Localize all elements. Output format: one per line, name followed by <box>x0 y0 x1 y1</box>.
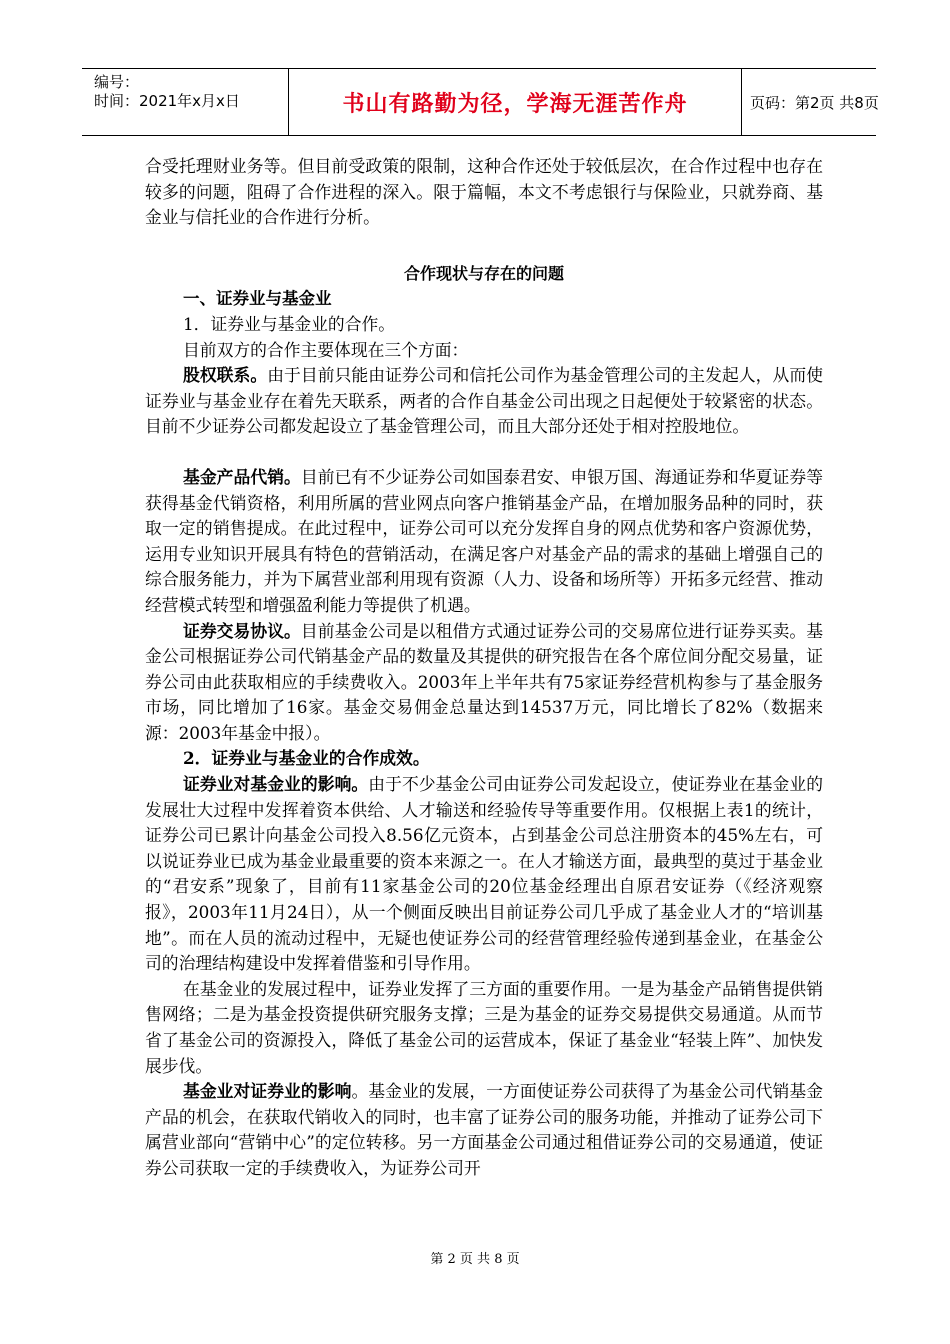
number-label: 编号： <box>94 73 140 91</box>
lead-sales: 基金产品代销。 <box>183 466 301 487</box>
text-impact-fund: 。基金业的发展，一方面使证券公司获得了为基金公司代销基金产品的机会，在获取代销收入的同时，也丰富了证券公司的服务功能，并推动了证券公司下属营业部向“营销中心”的定位转移。另一方面基金公司通过租借证券公司的交易通道，使证券公司获取一定的手续费收入，为证券公司开 <box>145 1081 823 1178</box>
text-equity: 由于目前只能由证券公司和信托公司作为基金管理公司的主发起人，从而使证券业与基金业存在着先天联系，两者的合作自基金公司出现之日起便处于较紧密的状态。目前不少证券公司都发起设立了基金管理公司，而且大部分还处于相对控股地位。 <box>145 365 823 437</box>
paragraph-three-aspects: 目前双方的合作主要体现在三个方面： <box>183 339 469 360</box>
time-label: 时间：2021年x月x日 <box>94 92 240 110</box>
lead-impact-fund: 基金业对证券业的影响 <box>183 1081 352 1102</box>
text-impact-securities: 由于不少基金公司由证券公司发起设立，使证券业在基金业的发展壮大过程中发挥着资本供给、人才输送和经验传导等重要作用。仅根据上表1的统计，证券公司已累计向基金公司投入8.56亿元资本，占到基金公司总注册资本的45%左右，可以说证券业已成为基金业最重要的资本来源之一。在人才输送方面，最典型的莫过于基金业的“君安系”现象了，目前有11家基金公司的20位基金经理出自原君安证券（《经济观察报》，2003年11月24日），从一个侧面反映出目前证券公司几乎成了基金业人才的“培训基地”。而在人员的流动过程中，无疑也使证券公司的经营管理经验传递到基金业，在基金公司的治理结构建设中发挥着借鉴和引导作用。 <box>145 774 823 974</box>
subheading-cooperation: 1．证券业与基金业的合作。 <box>183 313 396 334</box>
text-sales: 目前已有不少证券公司如国泰君安、申银万国、海通证券和华夏证券等获得基金代销资格，利用所属的营业网点向客户推销基金产品，在增加服务品种的同时，获取一定的销售提成。在此过程中，证券公司可以充分发挥自身的网点优势和客户资源优势，运用专业知识开展具有特色的营销活动，在满足客户对基金产品的需求的基础上增强自己的综合服务能力，并为下属营业部利用现有资源（人力、设备和场所等）开拓多元经营、推动经营模式转型和增强盈利能力等提供了机遇。 <box>145 466 823 615</box>
paragraph-sales <box>145 465 823 619</box>
page-header <box>82 68 879 136</box>
heading-securities-fund: 一、证券业与基金业 <box>183 289 332 309</box>
lead-impact-securities: 证券业对基金业的影响。 <box>183 774 369 795</box>
header-motto: 书山有路勤为径，学海无涯苦作舟 <box>288 69 742 135</box>
document-body <box>145 154 823 1182</box>
text-trade: 目前基金公司是以租借方式通过证券公司的交易席位进行证券买卖。基金公司根据证券公司代销基金产品的数量及其提供的研究报告在各个席位间分配交易量，证券公司由此获取相应的手续费收入。2003年上半年共有75家证券经营机构参与了基金服务市场，同比增加了16家。基金交易佣金总量达到14537万元，同比增长了82%（数据来源：2003年基金中报）。 <box>145 620 823 743</box>
page-footer: 第 2 页 共 8 页 <box>430 1252 520 1267</box>
section-title: 合作现状与存在的问题 <box>403 263 564 283</box>
blank-line <box>145 440 823 465</box>
header-meta <box>82 69 288 135</box>
paragraph-impact-securities <box>145 772 823 977</box>
paragraph-trade <box>145 619 823 747</box>
subheading-results: 2．证券业与基金业的合作成效。 <box>183 748 430 769</box>
lead-trade: 证券交易协议。 <box>183 620 301 641</box>
paragraph-development: 在基金业的发展过程中，证券业发挥了三方面的重要作用。一是为基金产品销售提供销售网络；二是为基金投资提供研究服务支撑；三是为基金的证券交易提供交易通道。从而节省了基金公司的资源投入，降低了基金公司的运营成本，保证了基金业“轻装上阵”、加快发展步伐。 <box>145 978 823 1076</box>
lead-equity: 股权联系。 <box>183 365 268 386</box>
paragraph-equity <box>145 363 823 440</box>
paragraph-impact-fund <box>145 1079 823 1181</box>
header-page-label: 页码：第2页 共8页 <box>750 93 879 112</box>
paragraph-intro: 合受托理财业务等。但目前受政策的限制，这种合作还处于较低层次，在合作过程中也存在较多的问题，阻碍了合作进程的深入。限于篇幅，本文不考虑银行与保险业，只就券商、基金业与信托业的合作进行分析。 <box>145 156 823 228</box>
